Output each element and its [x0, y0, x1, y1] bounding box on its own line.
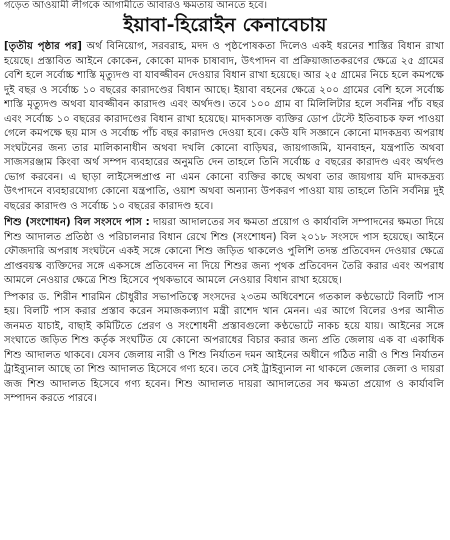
paragraph-3 — [4, 291, 444, 407]
paragraph-2-text: দায়রা আদালতের সব ক্ষমতা প্রয়োগ ও কার্যাবলি সম্পাদনের ক্ষমতা দিয়ে শিশু আদালত প্রতিষ্ঠা ও পরিচালনার বিধান রেখে শিশু (সংশোধন) বিল ২০১৮ সংসদে পাস হয়েছে। আইনে ফৌজদারি অপরাধ সংঘটনে একই সঙ্গে কোনো শিশু জড়িত থাকলেও পুলিশি তদন্ত প্রতিবেদন দেওয়ার ক্ষেত্রে প্রাপ্তবয়স্ক ব্যক্তিদের সঙ্গে একসঙ্গে প্রতিবেদন না দিয়ে শিশুর জন্য পৃথক প্রতিবেদন তৈরি করার এবং অপরাধ আমলে নেওয়ার ক্ষেত্রে শিশু হিসেবে পৃথকভাবে আমলে নেওয়ার বিধান রাখা হয়েছে। — [4, 217, 444, 286]
continuation-marker: [তৃতীয় পৃষ্ঠার পর] — [4, 41, 82, 52]
article-body — [4, 40, 444, 536]
paragraph-1 — [4, 40, 444, 214]
paragraph-3-text: স্পিকার ড. শিরীন শারমিন চৌধুরীর সভাপতিত্বে সংসদের ২৩তম অধিবেশনে গতকাল কণ্ঠভোটে বিলটি পাস হয়। বিলটি পাস করার প্রস্তাব করেন সমাজকল্যাণ মন্ত্রী রাশেদ খান মেনন। এর আগে বিলের ওপর আনীত জনমত যাচাই, বাছাই কমিটিতে প্রেরণ ও সংশোধনী প্রস্তাবগুলো কণ্ঠভোটে নাকচ হয়ে যায়। আইনের সঙ্গে সংঘাতে জড়িত শিশু কর্তৃক সংঘটিত যে কোনো অপরাধের বিচার করার জন্য প্রতি জেলায় এক বা একাধিক শিশু আদালত থাকবে। যেসব জেলায় নারী ও শিশু নির্যাতন দমন আইনের অধীনে গঠিত নারী ও শিশু নির্যাতন ট্রাইব্যুনাল আছে তা শিশু আদালত হিসেবে গণ্য হবে। তবে সেই ট্রাইব্যুনাল না থাকলে জেলার জেলা ও দায়রা জজ শিশু আদালত হিসেবে গণ্য হবেন। শিশু আদালত দায়রা আদালতের সব ক্ষমতা প্রয়োগ ও কার্যাবলি সম্পাদন করতে পারবে। — [4, 291, 444, 404]
subheading-child-bill: শিশু (সংশোধন) বিল সংসদে পাস : — [4, 217, 150, 228]
paragraph-2 — [4, 216, 444, 289]
paragraph-1-text: অর্থ বিনিয়োগ, সরবরাহ, মদদ ও পৃষ্ঠপোষকতা দিলেও একই ধরনের শাস্তির বিধান রাখা হয়েছে। প্রস্তাবিত আইনে কোকেন, কোকো মাদক চাষাবাদ, উৎপাদন বা প্রক্রিয়াজাতকরণের ক্ষেত্রে ২৫ গ্রামের বেশি হলে সর্বোচ্চ শাস্তি মৃত্যুদণ্ড বা যাবজ্জীবন দেওয়ার বিধান রাখা হয়েছে। আর ২৫ গ্রামের নিচে হলে কমপক্ষে দুই বছর ও সর্বোচ্চ ১০ বছরের কারাদণ্ডের বিধান আছে। ইয়াবা বহনের ক্ষেত্রে ২০০ গ্রামের বেশি হলে সর্বোচ্চ শাস্তি মৃত্যুদণ্ড অথবা যাবজ্জীবন কারাদণ্ড এবং অর্থদণ্ড। তবে ১০০ গ্রাম বা মিলিলিটার হলে সর্বনিম্ন পাঁচ বছর এবং সর্বোচ্চ ১০ বছরের কারাদণ্ডের বিধান রাখা হয়েছে। মাদকাসক্ত ব্যক্তির ডোপ টেস্টে ইতিবাচক ফল পাওয়া গেলে কমপক্ষে ছয় মাস ও সর্বোচ্চ পাঁচ বছর কারাদণ্ড দেওয়া হবে। কেউ যদি সজ্ঞানে কোনো মাদকদ্রব্য অপরাধ সংঘটনের জন্য তার মালিকানাধীন অথবা দখলি কোনো বাড়িঘর, জায়গাজমি, যানবাহন, যন্ত্রপাতি অথবা সাজসরঞ্জাম কিংবা অর্থ সম্পদ ব্যবহারের অনুমতি দেন তাহলে তিনি সর্বোচ্চ ৫ বছরের কারাদণ্ড এবং অর্থদণ্ড ভোগ করবেন। এ ছাড়া লাইসেন্সপ্রাপ্ত না এমন কোনো ব্যক্তির কাছে অথবা তার জায়গায় যদি মাদকদ্রব্য উৎপাদনে ব্যবহারযোগ্য কোনো যন্ত্রপাতি, ওয়াশ অথবা অন্যান্য উপকরণ পাওয়া যায় তাহলে তিনি সর্বনিম্ন দুই বছরের কারাদণ্ড ও সর্বোচ্চ ১০ বছরের কারাদণ্ড হবে। — [4, 41, 444, 212]
article-headline: ইয়াবা-হিরোইন কেনাবেচায় — [123, 14, 327, 36]
previous-article-tail: গড়েত আওয়ামী লীগকে আগামীতে আবারও ক্ষমতায় আনতে হবে। — [4, 0, 268, 11]
